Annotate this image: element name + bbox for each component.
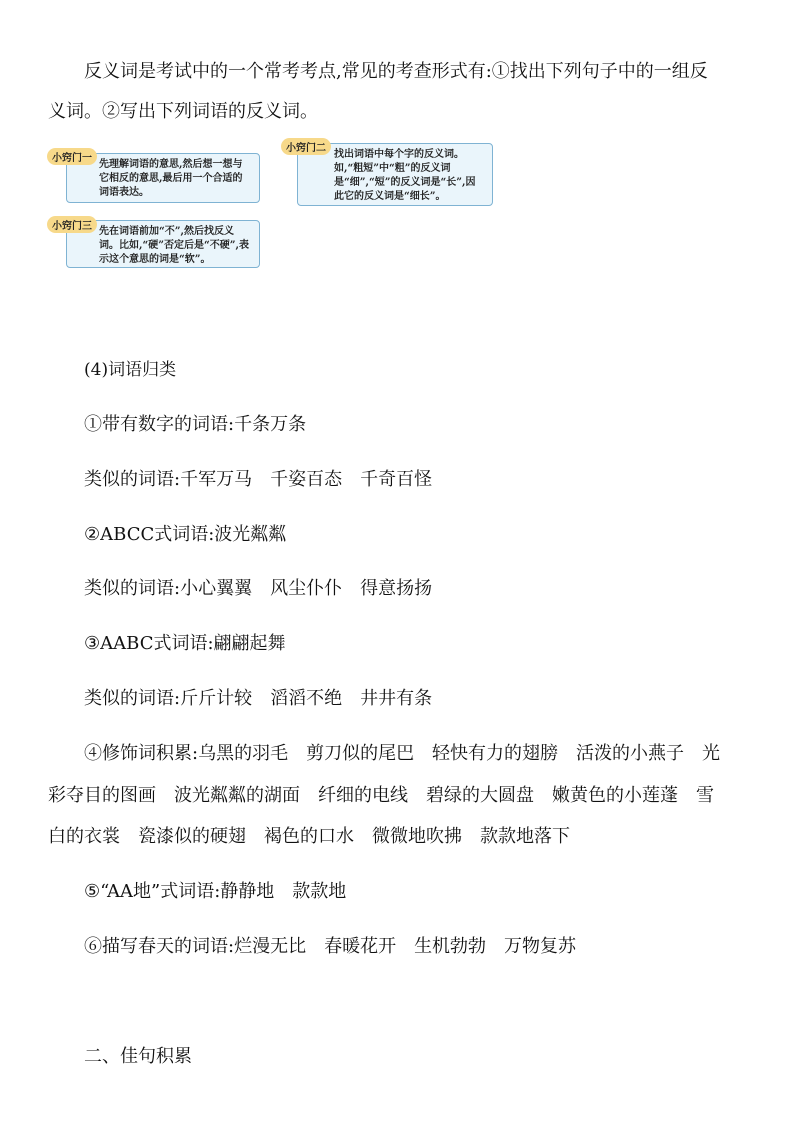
tip-two-label: 小窍门二 bbox=[281, 138, 331, 155]
spring-words: ⑥描写春天的词语:烂漫无比 春暖花开 生机勃勃 万物复苏 bbox=[84, 936, 577, 957]
similar-aabc: 类似的词语:斤斤计较 滔滔不绝 井井有条 bbox=[84, 688, 433, 709]
tip-three-text: 先在词语前加“不”,然后找反义词。比如,“硬”否定后是“不硬”,表示这个意思的词是“软”。 bbox=[66, 220, 260, 268]
tip-two-text: 找出词语中每个字的反义词。如,“粗短”中“粗”的反义词是“细”,“短”的反义词是“长”,因此它的反义词是“细长”。 bbox=[297, 143, 493, 206]
modifier-line-1: ④修饰词积累:乌黑的羽毛 剪刀似的尾巴 轻快有力的翅膀 活泼的小燕子 光 bbox=[84, 743, 721, 764]
category-numbers: ①带有数字的词语:千条万条 bbox=[84, 414, 307, 435]
section-4-heading: (4)词语归类 bbox=[84, 360, 177, 380]
modifier-line-3: 白的衣裳 瓷漆似的硬翅 褐色的口水 微微地吹拂 款款地落下 bbox=[48, 826, 570, 847]
similar-abcc: 类似的词语:小心翼翼 风尘仆仆 得意扬扬 bbox=[84, 578, 433, 599]
intro-line-1: 反义词是考试中的一个常考考点,常见的考查形式有:①找出下列句子中的一组反 bbox=[84, 61, 708, 82]
tip-one-text: 先理解词语的意思,然后想一想与它相反的意思,最后用一个合适的词语表达。 bbox=[66, 153, 260, 203]
similar-numbers: 类似的词语:千军万马 千姿百态 千奇百怪 bbox=[84, 469, 433, 490]
tip-one-label: 小窍门一 bbox=[47, 148, 97, 165]
category-aabc: ③AABC式词语:翩翩起舞 bbox=[84, 633, 286, 654]
intro-line-2: 义词。②写出下列词语的反义词。 bbox=[48, 101, 318, 122]
section-2-heading: 二、佳句积累 bbox=[84, 1046, 192, 1067]
modifier-line-2: 彩夺目的图画 波光粼粼的湖面 纤细的电线 碧绿的大圆盘 嫩黄色的小莲蓬 雪 bbox=[48, 785, 714, 806]
tip-three-label: 小窍门三 bbox=[47, 216, 97, 233]
category-abcc: ②ABCC式词语:波光粼粼 bbox=[84, 524, 287, 545]
aa-di-words: ⑤“AA地”式词语:静静地 款款地 bbox=[84, 881, 347, 902]
